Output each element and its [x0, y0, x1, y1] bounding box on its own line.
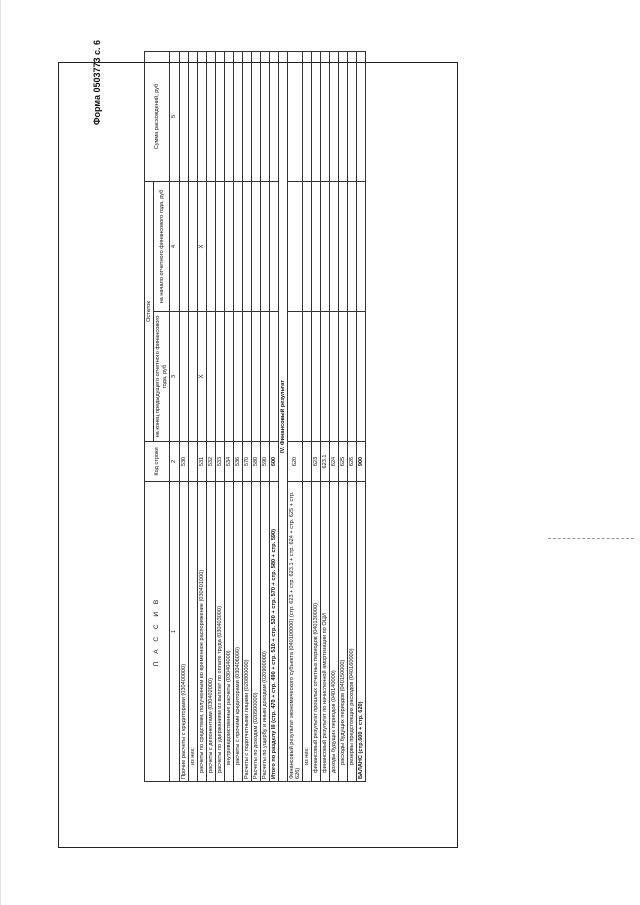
- table-row: [320, 51, 329, 781]
- row-code: 624: [329, 442, 338, 482]
- table-row: [356, 51, 365, 781]
- table-row: [302, 51, 311, 781]
- column-number: 2: [170, 442, 179, 482]
- value-cell: [206, 181, 215, 311]
- value-cell: [260, 312, 269, 442]
- value-cell: [320, 51, 329, 181]
- table-row: [260, 51, 269, 781]
- value-cell: [242, 51, 251, 181]
- scan-edge: [0, 0, 1, 905]
- row-label: Финансовый результат экономического субъекта (040100000) (стр. 623 + стр. 623.1 + стр. 624 + стр. 625 + стр. 626): [287, 482, 302, 782]
- value-cell: [338, 51, 347, 181]
- header-end-prev: на конец предыдущего отчетного финансового года, руб: [154, 312, 170, 442]
- row-code: 580: [251, 442, 260, 482]
- row-code: 623.1: [320, 442, 329, 482]
- row-code: 620: [287, 442, 302, 482]
- value-cell: [224, 181, 233, 311]
- table-row: [287, 51, 302, 781]
- column-number: 5: [170, 51, 179, 181]
- value-cell: [320, 181, 329, 311]
- row-label: Расчеты по доходам (020500000): [251, 482, 260, 782]
- table-row: [188, 51, 197, 781]
- table-row: [179, 51, 188, 781]
- value-cell: [356, 312, 365, 442]
- value-cell: [188, 51, 197, 181]
- value-cell: [269, 181, 278, 311]
- row-code: 626: [347, 442, 356, 482]
- value-cell: [242, 312, 251, 442]
- value-cell: [251, 51, 260, 181]
- row-label: внутриведомственные расчеты (030404000): [224, 482, 233, 782]
- row-label: из них:: [188, 482, 197, 782]
- section-title: IV. Финансовый результат: [278, 51, 287, 781]
- value-cell: [233, 51, 242, 181]
- value-cell: [242, 181, 251, 311]
- row-code: [188, 442, 197, 482]
- row-code: 536: [233, 442, 242, 482]
- header-start-cur: на начало отчетного финансового года, руб: [154, 181, 170, 311]
- value-cell: [338, 181, 347, 311]
- table-row: [311, 51, 320, 781]
- row-label: финансовый результат прошлых отчетных периодов (040130000): [311, 482, 320, 782]
- row-label: Прочие расчеты с кредиторами (030400000): [179, 482, 188, 782]
- row-code: 590: [260, 442, 269, 482]
- row-code: [302, 442, 311, 482]
- value-cell: [215, 312, 224, 442]
- value-cell: [251, 181, 260, 311]
- value-cell: [251, 312, 260, 442]
- table-row: [206, 51, 215, 781]
- row-code: 600: [269, 442, 278, 482]
- value-cell: [224, 51, 233, 181]
- value-cell: [347, 312, 356, 442]
- value-cell: [311, 51, 320, 181]
- value-cell: [233, 181, 242, 311]
- value-cell: X: [197, 312, 206, 442]
- value-cell: [215, 181, 224, 311]
- value-cell: [329, 181, 338, 311]
- row-label: финансовый результат по начисленной амортизации по ОЦИ: [320, 482, 329, 782]
- row-label: доходы будущих периодов (040140000): [329, 482, 338, 782]
- row-label: расчеты с прочими кредиторами (030406000): [233, 482, 242, 782]
- section-row: [278, 51, 287, 781]
- row-code: 900: [356, 442, 365, 482]
- value-cell: [197, 51, 206, 181]
- row-label: Расчеты с подотчетными лицами (020800000): [242, 482, 251, 782]
- row-code: 625: [338, 442, 347, 482]
- row-label: расчеты с депонентами (030402000): [206, 482, 215, 782]
- value-cell: [224, 312, 233, 442]
- table-row: [329, 51, 338, 781]
- value-cell: [179, 51, 188, 181]
- column-number: 4: [170, 181, 179, 311]
- value-cell: [260, 51, 269, 181]
- row-label: Расчеты по ущербу и иным доходам (020900000): [260, 482, 269, 782]
- value-cell: [302, 51, 311, 181]
- column-number-row: [170, 51, 179, 781]
- value-cell: X: [197, 181, 206, 311]
- passive-table: [144, 51, 366, 782]
- value-cell: [206, 312, 215, 442]
- row-label: расчеты по удержаниям из выплат по оплате труда (030403000): [215, 482, 224, 782]
- row-code: 570: [242, 442, 251, 482]
- value-cell: [188, 312, 197, 442]
- value-cell: [329, 51, 338, 181]
- table-row: [251, 51, 260, 781]
- value-cell: [338, 312, 347, 442]
- row-label: расходы будущих периодов (040150000): [338, 482, 347, 782]
- row-code: 530: [179, 442, 188, 482]
- value-cell: [206, 51, 215, 181]
- rotated-sheet: [80, 0, 640, 824]
- value-cell: [356, 51, 365, 181]
- column-number: 1: [170, 482, 179, 782]
- value-cell: [269, 312, 278, 442]
- value-cell: [233, 312, 242, 442]
- table-row: [197, 51, 206, 781]
- value-cell: [311, 312, 320, 442]
- row-code: 534: [224, 442, 233, 482]
- value-cell: [356, 181, 365, 311]
- value-cell: [302, 181, 311, 311]
- row-label: расчеты по средствам, полученным во временное распоряжение (030401000): [197, 482, 206, 782]
- table-row: [224, 51, 233, 781]
- value-cell: [347, 181, 356, 311]
- row-code: 532: [206, 442, 215, 482]
- value-cell: [260, 181, 269, 311]
- value-cell: [179, 181, 188, 311]
- value-cell: [269, 51, 278, 181]
- table-row: [347, 51, 356, 781]
- column-number: 3: [170, 312, 179, 442]
- table-row: [233, 51, 242, 781]
- header-code: Код строки: [145, 442, 170, 482]
- header-remainder: Остаток: [145, 181, 154, 441]
- value-cell: [311, 181, 320, 311]
- value-cell: [347, 51, 356, 181]
- row-label: БАЛАНС (стр.600 + стр. 620): [356, 482, 365, 782]
- value-cell: [188, 181, 197, 311]
- row-label: Итого по разделу III (стр. 470 + стр. 490 + стр. 510 + стр. 530 + стр. 570 + стр. 580 + стр. 590): [269, 482, 278, 782]
- value-cell: [287, 312, 302, 442]
- value-cell: [302, 312, 311, 442]
- row-code: 531: [197, 442, 206, 482]
- row-code: 533: [215, 442, 224, 482]
- header-discrepancy: Сумма расхождений, руб: [145, 51, 170, 181]
- form-code: Форма 0503773 с. 6: [92, 40, 102, 126]
- row-label: резервы предстоящих расходов (040160000): [347, 482, 356, 782]
- table-row: [242, 51, 251, 781]
- table-body: [179, 51, 365, 781]
- table-row: [269, 51, 278, 781]
- value-cell: [287, 51, 302, 181]
- value-cell: [215, 51, 224, 181]
- value-cell: [329, 312, 338, 442]
- row-code: 623: [311, 442, 320, 482]
- header-passive: П А С С И В: [145, 482, 170, 782]
- value-cell: [179, 312, 188, 442]
- value-cell: [287, 181, 302, 311]
- row-label: из них:: [302, 482, 311, 782]
- value-cell: [320, 312, 329, 442]
- table-row: [338, 51, 347, 781]
- table-row: [215, 51, 224, 781]
